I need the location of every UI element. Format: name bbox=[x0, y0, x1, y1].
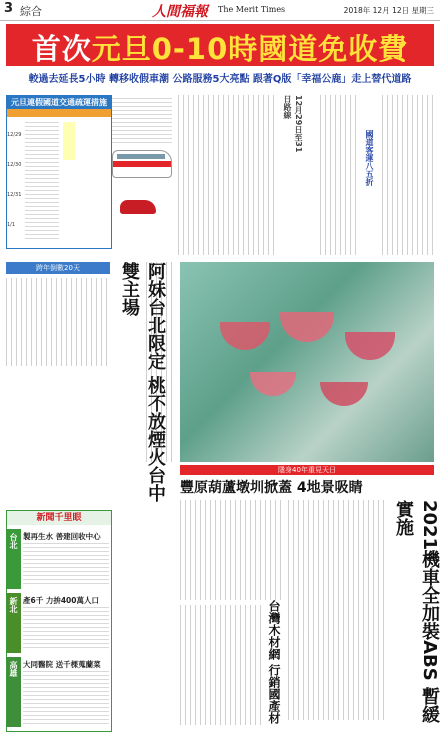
vertical-headline-text: 阿妹台北限定 桃不放煙火台中雙主場 bbox=[119, 262, 166, 503]
table-highlight bbox=[63, 122, 75, 160]
article-text bbox=[288, 500, 386, 720]
news-item-headline: 製再生水 善建回收中心 bbox=[23, 532, 101, 541]
bus-caption bbox=[364, 130, 378, 200]
photo-caption: 隱身40年重見天日 bbox=[180, 465, 434, 475]
table-stub-cell: 12/30 bbox=[7, 162, 22, 168]
bus-stripe bbox=[113, 161, 171, 167]
countdown-label: 跨年倒數20天 bbox=[6, 262, 110, 274]
side-note-text: 12月29日至31日路線 bbox=[283, 95, 303, 153]
table-stub-cell: 12/31 bbox=[7, 192, 22, 198]
table-stub bbox=[7, 120, 23, 248]
gourd-headline: 豐原葫蘆墩圳掀蓋 4地景吸睛 bbox=[180, 480, 363, 496]
lamp-shape bbox=[250, 372, 296, 396]
article-text bbox=[146, 262, 176, 462]
table-column-text bbox=[25, 122, 59, 242]
lamp-shape bbox=[220, 322, 270, 350]
info-box-title: 元旦連假國道交通疏運措施 bbox=[7, 96, 111, 109]
article-text bbox=[180, 605, 262, 725]
headline bbox=[6, 27, 434, 68]
news-box-title: 新聞千里眼 bbox=[7, 511, 111, 525]
news-item-headline: 產6千 力拚400萬人口 bbox=[23, 596, 99, 605]
newspaper-logo-en: The Merit Times bbox=[218, 5, 286, 14]
newspaper-logo: 人間福報 bbox=[152, 4, 208, 20]
article-text bbox=[178, 95, 278, 255]
vertical-headline bbox=[116, 262, 166, 512]
article-text bbox=[180, 500, 284, 600]
timber-headline bbox=[266, 600, 286, 730]
lamp-shape bbox=[345, 332, 395, 360]
article-text bbox=[382, 95, 434, 255]
car-illustration bbox=[120, 200, 156, 214]
section-name: 綜合 bbox=[20, 5, 42, 18]
page-number: 3 bbox=[4, 1, 14, 16]
article-text bbox=[112, 98, 172, 146]
article-text bbox=[320, 95, 360, 255]
subheadline: 較過去延長5小時 轉移收假車潮 公路服務5大亮點 跟著Q版「幸福公鹿」走上替代道路 bbox=[28, 74, 412, 85]
info-box bbox=[6, 95, 112, 249]
table-stub-cell: 1/1 bbox=[7, 222, 16, 228]
article-text bbox=[6, 278, 110, 366]
table-header-bar bbox=[7, 109, 111, 117]
bus-caption-text: 國道客運八五折 bbox=[365, 130, 374, 186]
abs-headline bbox=[390, 500, 440, 730]
news-item-text bbox=[23, 543, 109, 587]
news-region-tag bbox=[7, 657, 21, 727]
news-box bbox=[6, 510, 112, 732]
table-stub-cell: 12/29 bbox=[7, 132, 22, 138]
lamp-shape bbox=[320, 382, 368, 406]
news-region-text: 台北 bbox=[9, 533, 18, 549]
news-region-tag bbox=[7, 593, 21, 653]
lamp-photo bbox=[180, 262, 434, 462]
news-region-text: 高雄 bbox=[9, 661, 18, 677]
issue-date: 2018年 12月 12日 星期三 bbox=[343, 6, 434, 15]
news-item-text bbox=[23, 671, 109, 725]
news-item-text bbox=[23, 607, 109, 651]
bus-windows bbox=[117, 154, 165, 159]
abs-headline-text: 2021機車全加裝ABS 暫緩實施 bbox=[393, 500, 440, 723]
headline-part2: 元旦0-10時國道免收費 bbox=[91, 32, 409, 66]
headline-banner bbox=[6, 24, 434, 66]
timber-headline-text: 台灣木材網 行銷國產材 bbox=[267, 600, 281, 725]
lamp-shape bbox=[280, 312, 334, 342]
news-region-text: 新北 bbox=[9, 597, 18, 613]
news-item-headline: 大同醫院 送千棵蒐蘭菜 bbox=[23, 660, 101, 669]
news-region-tag bbox=[7, 529, 21, 589]
bus-illustration bbox=[112, 150, 172, 178]
headline-part1: 首次 bbox=[31, 32, 92, 66]
side-note bbox=[282, 95, 318, 155]
